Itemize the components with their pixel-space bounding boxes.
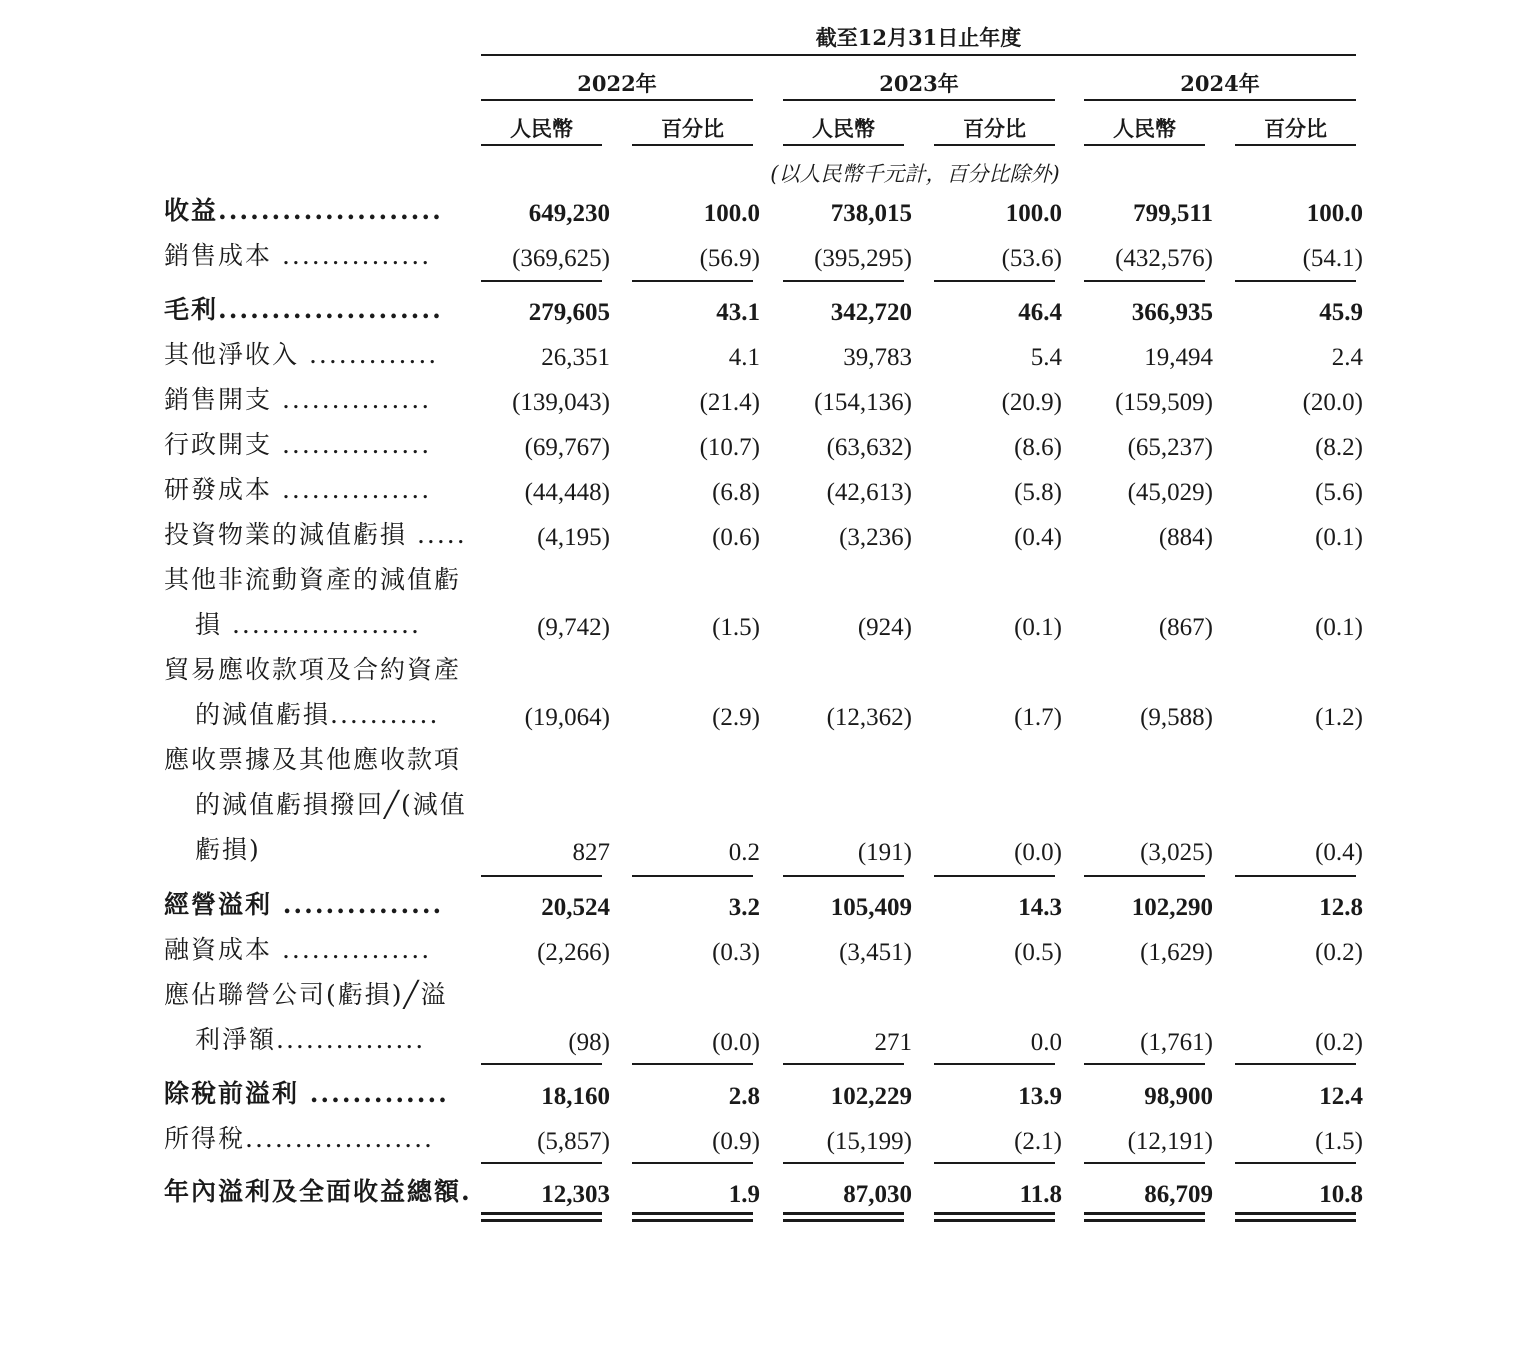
- subtotal-rule: [1084, 1162, 1205, 1164]
- cell-rmb: 105,409: [830, 894, 912, 921]
- cell-pct: 10.8: [1319, 1181, 1363, 1208]
- cell-pct: 100.0: [1306, 200, 1363, 227]
- subtotal-rule: [783, 1063, 904, 1065]
- cell-pct: (0.5): [1014, 939, 1062, 966]
- subtotal-rule: [481, 1063, 602, 1065]
- cell-rmb: (15,199): [826, 1128, 912, 1155]
- cell-pct: 13.9: [1018, 1083, 1062, 1110]
- cell-rmb: (3,236): [839, 524, 912, 551]
- total-double-rule-top: [481, 1212, 602, 1215]
- cell-rmb: (3,451): [839, 939, 912, 966]
- cell-pct: (2.9): [712, 704, 760, 731]
- subtotal-rule: [632, 1162, 753, 1164]
- row-label: 應佔聯營公司(虧損)╱溢: [164, 980, 448, 1009]
- subtotal-rule: [1235, 875, 1356, 877]
- cell-rmb: (191): [857, 839, 912, 866]
- cell-pct: (8.2): [1315, 434, 1363, 461]
- row-label: 行政開支 ...............: [164, 430, 432, 459]
- row-label: 毛利.....................: [164, 295, 443, 324]
- cell-pct: 12.8: [1319, 894, 1363, 921]
- col-header-rule: [632, 144, 753, 146]
- period-header: 截至12月31日止年度: [815, 25, 1022, 50]
- cell-pct: (53.6): [1001, 245, 1062, 272]
- subtotal-rule: [1084, 1063, 1205, 1065]
- cell-rmb: (44,448): [524, 479, 610, 506]
- cell-rmb: 827: [572, 839, 610, 866]
- col-header-rmb: 人民幣: [1113, 116, 1176, 141]
- row-label: 貿易應收款項及合約資產: [164, 655, 462, 684]
- cell-pct: (56.9): [699, 245, 760, 272]
- cell-rmb: (139,043): [512, 389, 610, 416]
- col-header-pct: 百分比: [1264, 116, 1327, 141]
- subtotal-rule: [632, 280, 753, 282]
- row-label: 銷售成本 ...............: [164, 241, 432, 270]
- cell-rmb: 12,303: [541, 1181, 610, 1208]
- cell-rmb: (45,029): [1127, 479, 1213, 506]
- subtotal-rule: [783, 280, 904, 282]
- cell-rmb: 102,229: [830, 1083, 912, 1110]
- cell-pct: (5.8): [1014, 479, 1062, 506]
- cell-rmb: (432,576): [1115, 245, 1213, 272]
- subtotal-rule: [1084, 875, 1205, 877]
- subtotal-rule: [934, 1063, 1055, 1065]
- cell-pct: (1.5): [1315, 1128, 1363, 1155]
- subtotal-rule: [934, 280, 1055, 282]
- subtotal-rule: [632, 1063, 753, 1065]
- cell-pct: (1.5): [712, 614, 760, 641]
- row-label-continuation: 利淨額...............: [195, 1025, 426, 1054]
- cell-pct: (21.4): [699, 389, 760, 416]
- cell-pct: (0.1): [1014, 614, 1062, 641]
- cell-rmb: 102,290: [1131, 894, 1213, 921]
- cell-rmb: 20,524: [541, 894, 610, 921]
- col-header-rule: [481, 144, 602, 146]
- cell-pct: 0.2: [728, 839, 760, 866]
- col-header-rmb: 人民幣: [510, 116, 573, 141]
- cell-rmb: (9,588): [1140, 704, 1213, 731]
- cell-rmb: (42,613): [826, 479, 912, 506]
- subtotal-rule: [481, 280, 602, 282]
- cell-pct: 1.9: [728, 1181, 760, 1208]
- row-label-continuation: 損 ...................: [195, 610, 421, 639]
- col-header-rule: [1084, 144, 1205, 146]
- cell-rmb: (1,761): [1140, 1029, 1213, 1056]
- total-double-rule-bottom: [1235, 1219, 1356, 1222]
- cell-pct: (2.1): [1014, 1128, 1062, 1155]
- year-header: 2022年: [577, 71, 657, 96]
- cell-rmb: (9,742): [537, 614, 610, 641]
- cell-pct: (54.1): [1302, 245, 1363, 272]
- cell-rmb: (69,767): [524, 434, 610, 461]
- cell-pct: (0.2): [1315, 939, 1363, 966]
- cell-pct: 14.3: [1018, 894, 1062, 921]
- total-double-rule-top: [783, 1212, 904, 1215]
- subtotal-rule: [481, 875, 602, 877]
- row-label: 應收票據及其他應收款項: [164, 745, 462, 774]
- year-rule: [481, 99, 753, 101]
- cell-pct: (0.2): [1315, 1029, 1363, 1056]
- subtotal-rule: [783, 1162, 904, 1164]
- total-double-rule-top: [632, 1212, 753, 1215]
- cell-rmb: (369,625): [512, 245, 610, 272]
- cell-pct: (8.6): [1014, 434, 1062, 461]
- cell-pct: (10.7): [699, 434, 760, 461]
- cell-rmb: 19,494: [1144, 344, 1213, 371]
- cell-rmb: (867): [1158, 614, 1213, 641]
- row-label-continuation: 虧損): [195, 835, 261, 864]
- cell-rmb: (1,629): [1140, 939, 1213, 966]
- cell-pct: (0.0): [712, 1029, 760, 1056]
- subtotal-rule: [481, 1162, 602, 1164]
- cell-pct: (0.1): [1315, 614, 1363, 641]
- subtotal-rule: [1235, 1162, 1356, 1164]
- cell-pct: (20.9): [1001, 389, 1062, 416]
- row-label: 研發成本 ...............: [164, 475, 432, 504]
- cell-rmb: 271: [874, 1029, 912, 1056]
- cell-pct: (0.4): [1315, 839, 1363, 866]
- cell-rmb: 649,230: [528, 200, 610, 227]
- cell-rmb: (395,295): [814, 245, 912, 272]
- cell-pct: 3.2: [728, 894, 760, 921]
- year-rule: [1084, 99, 1356, 101]
- cell-rmb: (12,362): [826, 704, 912, 731]
- row-label: 收益.....................: [164, 196, 443, 225]
- total-double-rule-bottom: [934, 1219, 1055, 1222]
- subtotal-rule: [1235, 1063, 1356, 1065]
- cell-pct: 45.9: [1319, 299, 1363, 326]
- cell-pct: (6.8): [712, 479, 760, 506]
- row-label: 其他淨收入 .............: [164, 340, 439, 369]
- row-label: 除稅前溢利 .............: [164, 1079, 449, 1108]
- row-label: 年內溢利及全面收益總額.: [164, 1177, 472, 1206]
- cell-pct: (0.3): [712, 939, 760, 966]
- unit-note: (以人民幣千元計，百分比除外): [770, 162, 1060, 186]
- cell-rmb: (98): [568, 1029, 610, 1056]
- subtotal-rule: [632, 875, 753, 877]
- row-label: 其他非流動資產的減值虧: [164, 565, 462, 594]
- cell-rmb: (154,136): [814, 389, 912, 416]
- cell-rmb: (65,237): [1127, 434, 1213, 461]
- row-label: 所得稅...................: [164, 1124, 434, 1153]
- cell-pct: 11.8: [1019, 1181, 1062, 1208]
- total-double-rule-top: [934, 1212, 1055, 1215]
- cell-pct: 46.4: [1018, 299, 1062, 326]
- cell-rmb: 366,935: [1131, 299, 1213, 326]
- cell-pct: (1.7): [1014, 704, 1062, 731]
- subtotal-rule: [1084, 280, 1205, 282]
- cell-pct: (0.4): [1014, 524, 1062, 551]
- cell-pct: 12.4: [1319, 1083, 1363, 1110]
- cell-pct: 0.0: [1030, 1029, 1062, 1056]
- cell-rmb: 98,900: [1144, 1083, 1213, 1110]
- cell-rmb: (19,064): [524, 704, 610, 731]
- cell-rmb: (63,632): [826, 434, 912, 461]
- cell-rmb: (884): [1158, 524, 1213, 551]
- cell-rmb: 87,030: [843, 1181, 912, 1208]
- cell-pct: (1.2): [1315, 704, 1363, 731]
- cell-pct: 5.4: [1030, 344, 1062, 371]
- cell-rmb: 279,605: [528, 299, 610, 326]
- row-label: 融資成本 ...............: [164, 935, 432, 964]
- cell-rmb: 799,511: [1133, 200, 1213, 227]
- cell-pct: (20.0): [1302, 389, 1363, 416]
- col-header-pct: 百分比: [661, 116, 724, 141]
- total-double-rule-top: [1235, 1212, 1356, 1215]
- cell-rmb: 39,783: [843, 344, 912, 371]
- cell-pct: (0.1): [1315, 524, 1363, 551]
- col-header-rule: [1235, 144, 1356, 146]
- row-label: 投資物業的減值虧損 .....: [164, 520, 467, 549]
- subtotal-rule: [783, 875, 904, 877]
- cell-rmb: 26,351: [541, 344, 610, 371]
- cell-rmb: (159,509): [1115, 389, 1213, 416]
- subtotal-rule: [934, 875, 1055, 877]
- year-rule: [783, 99, 1055, 101]
- col-header-rmb: 人民幣: [812, 116, 875, 141]
- cell-pct: 4.1: [728, 344, 760, 371]
- cell-rmb: (4,195): [537, 524, 610, 551]
- total-double-rule-top: [1084, 1212, 1205, 1215]
- cell-pct: (0.6): [712, 524, 760, 551]
- col-header-pct: 百分比: [963, 116, 1026, 141]
- subtotal-rule: [1235, 280, 1356, 282]
- cell-pct: (0.9): [712, 1128, 760, 1155]
- total-double-rule-bottom: [783, 1219, 904, 1222]
- col-header-rule: [934, 144, 1055, 146]
- cell-pct: 100.0: [703, 200, 760, 227]
- cell-pct: 2.8: [728, 1083, 760, 1110]
- cell-rmb: (12,191): [1127, 1128, 1213, 1155]
- cell-rmb: (2,266): [537, 939, 610, 966]
- cell-pct: 100.0: [1005, 200, 1062, 227]
- cell-rmb: (3,025): [1140, 839, 1213, 866]
- total-double-rule-bottom: [632, 1219, 753, 1222]
- cell-pct: 43.1: [716, 299, 760, 326]
- cell-pct: (5.6): [1315, 479, 1363, 506]
- cell-rmb: (924): [857, 614, 912, 641]
- cell-rmb: 86,709: [1144, 1181, 1213, 1208]
- cell-rmb: 342,720: [830, 299, 912, 326]
- cell-rmb: 18,160: [541, 1083, 610, 1110]
- total-double-rule-bottom: [481, 1219, 602, 1222]
- row-label: 經營溢利 ...............: [164, 890, 444, 919]
- row-label-continuation: 的減值虧損撥回╱(減值: [195, 790, 467, 819]
- row-label: 銷售開支 ...............: [164, 385, 432, 414]
- col-header-rule: [783, 144, 904, 146]
- total-double-rule-bottom: [1084, 1219, 1205, 1222]
- year-header: 2024年: [1180, 71, 1260, 96]
- year-header: 2023年: [879, 71, 959, 96]
- period-rule: [481, 54, 1356, 56]
- cell-pct: (0.0): [1014, 839, 1062, 866]
- row-label-continuation: 的減值虧損...........: [195, 700, 440, 729]
- cell-rmb: (5,857): [537, 1128, 610, 1155]
- subtotal-rule: [934, 1162, 1055, 1164]
- cell-rmb: 738,015: [830, 200, 912, 227]
- cell-pct: 2.4: [1331, 344, 1363, 371]
